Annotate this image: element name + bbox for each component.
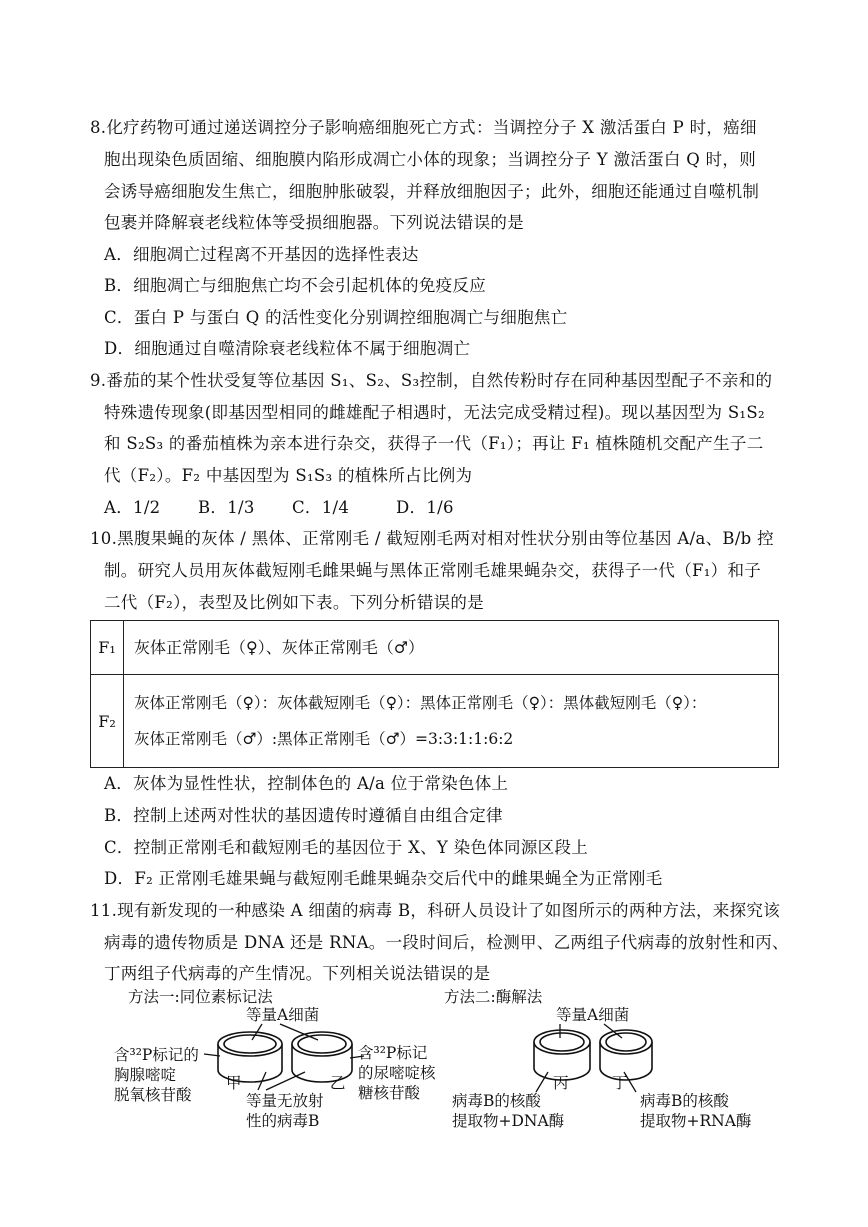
group-yi-label: 乙 <box>330 1074 346 1092</box>
ding-treatment-line-1: 病毒B的核酸 <box>640 1092 729 1110</box>
right-substrate-line-2: 的尿嘧啶核 <box>358 1064 436 1082</box>
f2-phenotypes-line-2: 灰体正常刚毛（♂）:黑体正常刚毛（♂）=3:3:1:1:6:2 <box>134 730 514 748</box>
q9-option-b: B．1/3 <box>198 498 255 517</box>
q9-stem-line-4: 代（F₂）。F₂ 中基因型为 S₁S₃ 的植株所占比例为 <box>104 466 473 485</box>
bing-treatment-line-2: 提取物+DNA酶 <box>452 1112 565 1130</box>
q8-stem-line-3: 会诱导癌细胞发生焦亡，细胞肿胀破裂，并释放细胞因子；此外，细胞还能通过自噬机制 <box>104 182 760 201</box>
f2-phenotypes <box>124 675 779 768</box>
q11-stem-line-2: 病毒的遗传物质是 DNA 还是 RNA。一段时间后，检测甲、乙两组子代病毒的放射性和丙、 <box>104 933 789 952</box>
q8-stem-line-2: 胞出现染色质固缩、细胞膜内陷形成凋亡小体的现象；当调控分子 Y 激活蛋白 Q 时，则 <box>104 150 756 169</box>
q9-option-d: D．1/6 <box>396 498 454 517</box>
q8-option-a: A．细胞凋亡过程离不开基因的选择性表达 <box>104 245 419 264</box>
q10-result-table <box>90 620 779 768</box>
left-substrate-line-3: 脱氧核苷酸 <box>114 1086 192 1104</box>
f2-phenotypes-line-1: 灰体正常刚毛（♀）：灰体截短刚毛（♀）：黑体正常刚毛（♀）：黑体截短刚毛（♀）： <box>134 694 707 712</box>
q8-option-b: B．细胞凋亡与细胞焦亡均不会引起机体的免疫反应 <box>104 276 487 295</box>
f1-label: F₁ <box>91 621 124 675</box>
bing-treatment-line-1: 病毒B的核酸 <box>452 1092 541 1110</box>
q10-option-a: A．灰体为显性性状，控制体色的 A/a 位于常染色体上 <box>104 774 509 793</box>
left-substrate-line-1: 含³²P标记的 <box>114 1046 199 1064</box>
q10-option-d: D．F₂ 正常刚毛雄果蝇与截短刚毛雌果蝇杂交后代中的雌果蝇全为正常刚毛 <box>104 869 663 888</box>
q8-stem-line-1: 8.化疗药物可通过递送调控分子影响癌细胞死亡方式：当调控分子 X 激活蛋白 P 时，癌细 <box>90 118 757 137</box>
bacteria-label-1: 等量A细菌 <box>246 1006 320 1024</box>
f1-phenotypes: 灰体正常刚毛（♀）、灰体正常刚毛（♂） <box>124 621 779 675</box>
q11-experiment-diagram <box>0 980 868 1227</box>
q9-stem-line-3: 和 S₂S₃ 的番茄植株为亲本进行杂交，获得子一代（F₁）；再让 F₁ 植株随机交配产生子二 <box>104 434 764 453</box>
method-2-title: 方法二:酶解法 <box>444 988 543 1006</box>
q10-option-b: B．控制上述两对性状的基因遗传时遵循自由组合定律 <box>104 806 503 825</box>
q11-stem-line-1: 11.现有新发现的一种感染 A 细菌的病毒 B，科研人员设计了如图所示的两种方法，来探究该 <box>90 901 781 920</box>
bacteria-label-2: 等量A细菌 <box>556 1006 630 1024</box>
right-substrate-line-1: 含³²P标记 <box>358 1044 428 1062</box>
q9-option-a: A．1/2 <box>104 498 161 517</box>
q8-option-d: D．细胞通过自噬清除衰老线粒体不属于细胞凋亡 <box>104 339 471 358</box>
q8-stem-line-4: 包裹并降解衰老线粒体等受损细胞器。下列说法错误的是 <box>104 213 524 232</box>
q9-option-c: C．1/4 <box>292 498 350 517</box>
q8-option-c: C．蛋白 P 与蛋白 Q 的活性变化分别调控细胞凋亡与细胞焦亡 <box>104 308 568 327</box>
virus-label-line-1: 等量无放射 <box>246 1092 324 1110</box>
ding-treatment-line-2: 提取物+RNA酶 <box>640 1112 752 1130</box>
q10-stem-line-1: 10.黑腹果蝇的灰体 / 黑体、正常刚毛 / 截短刚毛两对相对性状分别由等位基因 A/a、B/b 控 <box>90 529 774 548</box>
q11-stem-line-3: 丁两组子代病毒的产生情况。下列相关说法错误的是 <box>104 964 491 983</box>
group-jia-label: 甲 <box>226 1074 242 1092</box>
group-bing-label: 丙 <box>553 1074 569 1092</box>
f2-label: F₂ <box>91 675 124 768</box>
q10-option-c: C．控制正常刚毛和截短刚毛的基因位于 X、Y 染色体同源区段上 <box>104 838 589 857</box>
q9-stem-line-1: 9.番茄的某个性状受复等位基因 S₁、S₂、S₃控制，自然传粉时存在同种基因型配子不亲和的 <box>90 371 773 390</box>
group-ding-label: 丁 <box>612 1074 628 1092</box>
method-1-title: 方法一:同位素标记法 <box>128 988 273 1006</box>
virus-label-line-2: 性的病毒B <box>246 1112 320 1130</box>
q9-stem-line-2: 特殊遗传现象(即基因型相同的雌雄配子相遇时，无法完成受精过程)。现以基因型为 S₁S₂ <box>104 403 765 422</box>
q10-stem-line-2: 制。研究人员用灰体截短刚毛雌果蝇与黑体正常刚毛雄果蝇杂交，获得子一代（F₁）和子 <box>104 561 762 580</box>
right-substrate-line-3: 糖核苷酸 <box>358 1084 421 1102</box>
left-substrate-line-2: 胸腺嘧啶 <box>114 1066 177 1084</box>
q10-stem-line-3: 二代（F₂），表型及比例如下表。下列分析错误的是 <box>104 593 485 612</box>
